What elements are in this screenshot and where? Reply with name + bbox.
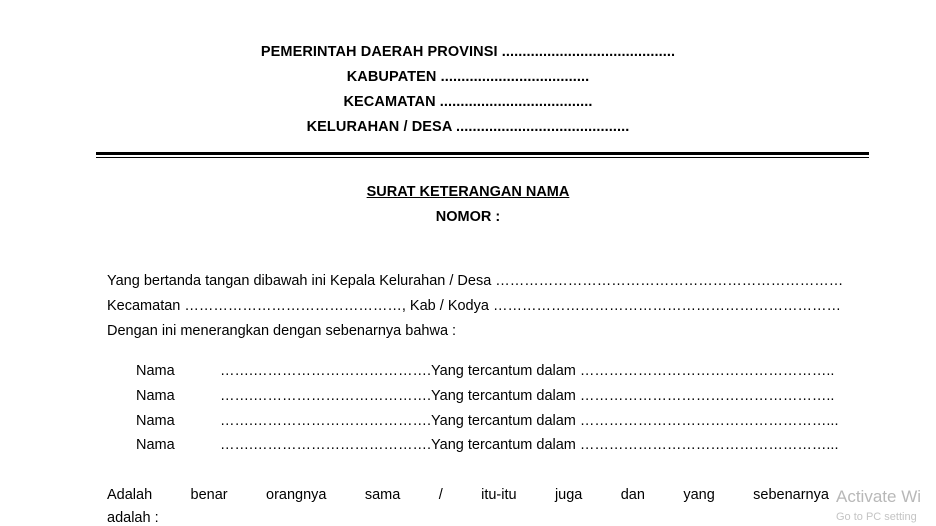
document-title: SURAT KETERANGAN NAMA: [366, 184, 570, 200]
header-divider-thick: [96, 152, 869, 155]
name-row: [136, 437, 838, 453]
name-label: Nama: [136, 437, 175, 453]
closing-word: itu-itu: [481, 487, 517, 503]
activation-watermark: Activate Wi: [836, 487, 922, 506]
header-district: KECAMATAN .....................................: [343, 94, 593, 110]
header-divider-thin: [96, 157, 869, 158]
name-row: [136, 363, 834, 379]
name-value: …….……………………………….Yang tercantum dalam ……………………………………………...: [220, 413, 839, 429]
document-number: NOMOR :: [435, 209, 501, 225]
header-village: KELURAHAN / DESA ..........................................: [306, 119, 630, 135]
closing-word: sama: [364, 487, 401, 503]
closing-word: sebenarnya: [753, 487, 829, 503]
name-label: Nama: [136, 363, 175, 379]
name-row: [136, 413, 838, 429]
body-paragraph-statement: Dengan ini menerangkan dengan sebenarnya bahwa :: [107, 323, 457, 339]
name-label: Nama: [136, 413, 175, 429]
closing-word: dan: [620, 487, 645, 503]
header-regency: KABUPATEN ....................................: [346, 69, 590, 85]
header-province: PEMERINTAH DAERAH PROVINSI ..........................................: [260, 44, 676, 60]
name-value: …….……………………………….Yang tercantum dalam ……………………………………………..: [220, 388, 835, 404]
closing-word: benar: [190, 487, 228, 503]
closing-word: /: [438, 487, 443, 503]
closing-word: juga: [554, 487, 583, 503]
closing-word: yang: [683, 487, 715, 503]
closing-last-line: adalah :: [107, 510, 159, 526]
activation-watermark-sub: Go to PC setting: [836, 511, 917, 523]
closing-word: Adalah: [107, 487, 153, 503]
closing-paragraph: [107, 487, 829, 503]
name-value: …….……………………………….Yang tercantum dalam ……………………………………………..: [220, 363, 835, 379]
name-value: …….……………………………….Yang tercantum dalam ……………………………………………...: [220, 437, 839, 453]
body-paragraph-district: Kecamatan ………………………………………, Kab / Kodya ………………………………………………………………: [107, 298, 841, 314]
body-paragraph-signer: Yang bertanda tangan dibawah ini Kepala Kelurahan / Desa ………………………………………………………………: [107, 273, 844, 289]
name-label: Nama: [136, 388, 175, 404]
name-row: [136, 388, 834, 404]
closing-word: orangnya: [266, 487, 327, 503]
